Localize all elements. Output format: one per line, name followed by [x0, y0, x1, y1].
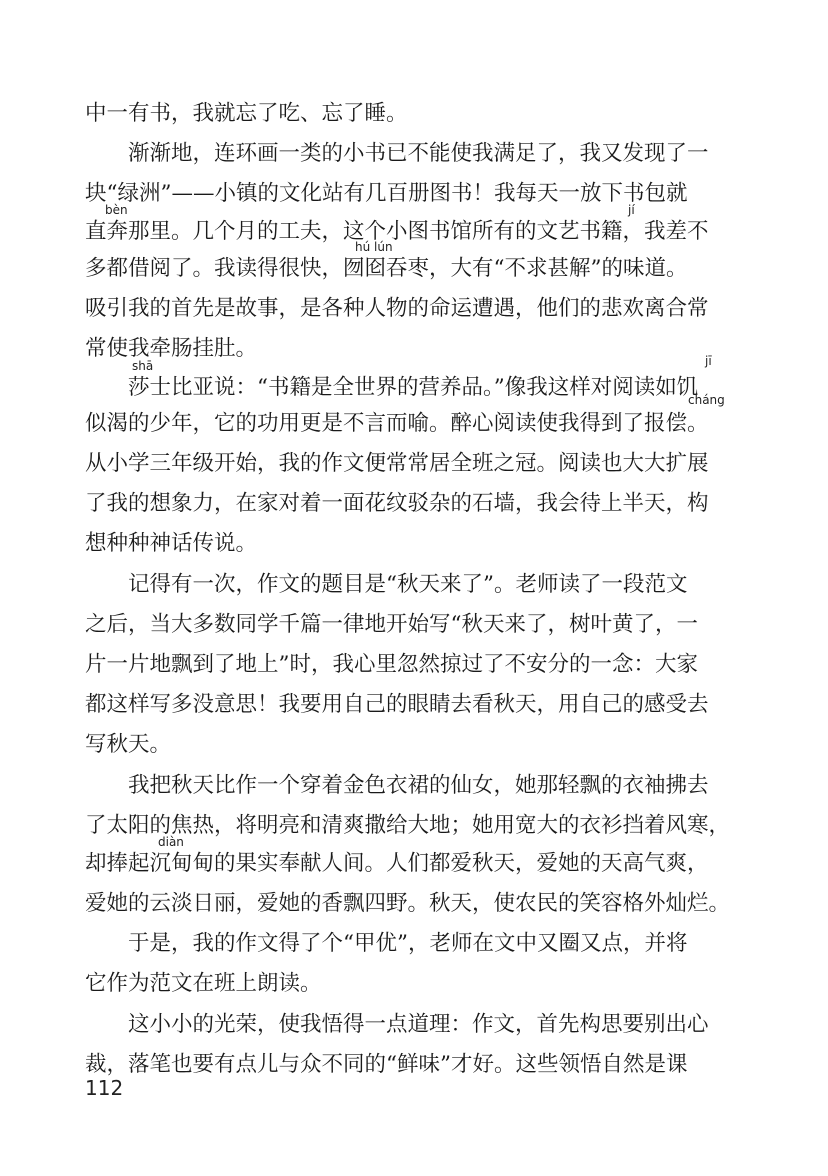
pinyin-annotation: bèn — [105, 203, 128, 217]
text-line: 中一有书，我就忘了吃、忘了睡。 — [85, 101, 408, 126]
text-line: 了我的想象力，在家对着一面花纹驳杂的石墙，我会待上半天，构 — [85, 491, 709, 516]
text-line: 它作为范文在班上朗读。 — [85, 971, 322, 996]
text-line: 都这样写多没意思！我要用自己的眼睛去看秋天，用自己的感受去 — [85, 692, 709, 717]
text-line: 块“绿洲”——小镇的文化站有几百册图书！我每天一放下书包就 — [85, 181, 688, 206]
text-line: 常使我牵肠挂肚。 — [85, 336, 258, 361]
pinyin-annotation: shā — [132, 359, 154, 373]
pinyin-annotation: jí — [628, 203, 635, 217]
text-line: 直奔那里。几个月的工夫，这个小图书馆所有的文艺书籍，我差不 — [85, 219, 709, 244]
text-line: 裁，落笔也要有点儿与众不同的“鲜味”才好。这些领悟自然是课 — [85, 1052, 688, 1077]
text-line: 却捧起沉甸甸的果实奉献人间。人们都爱秋天，爱她的天高气爽， — [85, 851, 709, 876]
text-line: 之后，当大多数同学千篇一律地开始写“秋天来了，树叶黄了，一 — [85, 612, 698, 637]
text-line: 吸引我的首先是故事，是各种人物的命运遭遇，他们的悲欢离合常 — [85, 296, 709, 321]
text-line: 我把秋天比作一个穿着金色衣裙的仙女，她那轻飘的衣袖拂去 — [128, 773, 709, 798]
pinyin-annotation: hú lún — [355, 240, 393, 254]
text-line: 片一片地飘到了地上”时，我心里忽然掠过了不安分的一念：大家 — [85, 652, 698, 677]
text-line: 记得有一次，作文的题目是“秋天来了”。老师读了一段范文 — [128, 572, 688, 597]
text-line: 多都借阅了。我读得很快，囫囵吞枣，大有“不求甚解”的味道。 — [85, 256, 688, 281]
text-line: 于是，我的作文得了个“甲优”，老师在文中又圈又点，并将 — [128, 931, 688, 956]
text-line: 似渴的少年，它的功用更是不言而喻。醉心阅读使我得到了报偿。 — [85, 411, 709, 436]
text-line: 了太阳的焦热，将明亮和清爽撒给大地；她用宽大的衣衫挡着风寒， — [85, 813, 731, 838]
text-line: 爱她的云淡日丽，爱她的香飘四野。秋天，使农民的笑容格外灿烂。 — [85, 891, 731, 916]
text-line: 渐渐地，连环画一类的小书已不能使我满足了，我又发现了一 — [128, 141, 709, 166]
pinyin-annotation: diàn — [158, 835, 184, 849]
text-line: 写秋天。 — [85, 732, 172, 757]
pinyin-annotation: jī — [705, 354, 712, 368]
page-number: 112 — [85, 1076, 124, 1100]
text-line: 想种种神话传说。 — [85, 531, 258, 556]
text-line: 莎士比亚说：“书籍是全世界的营养品。”像我这样对阅读如饥 — [128, 375, 699, 400]
text-line: 从小学三年级开始，我的作文便常常居全班之冠。阅读也大大扩展 — [85, 451, 709, 476]
text-line: 这小小的光荣，使我悟得一点道理：作文，首先构思要别出心 — [128, 1012, 709, 1037]
pinyin-annotation: cháng — [688, 393, 725, 407]
